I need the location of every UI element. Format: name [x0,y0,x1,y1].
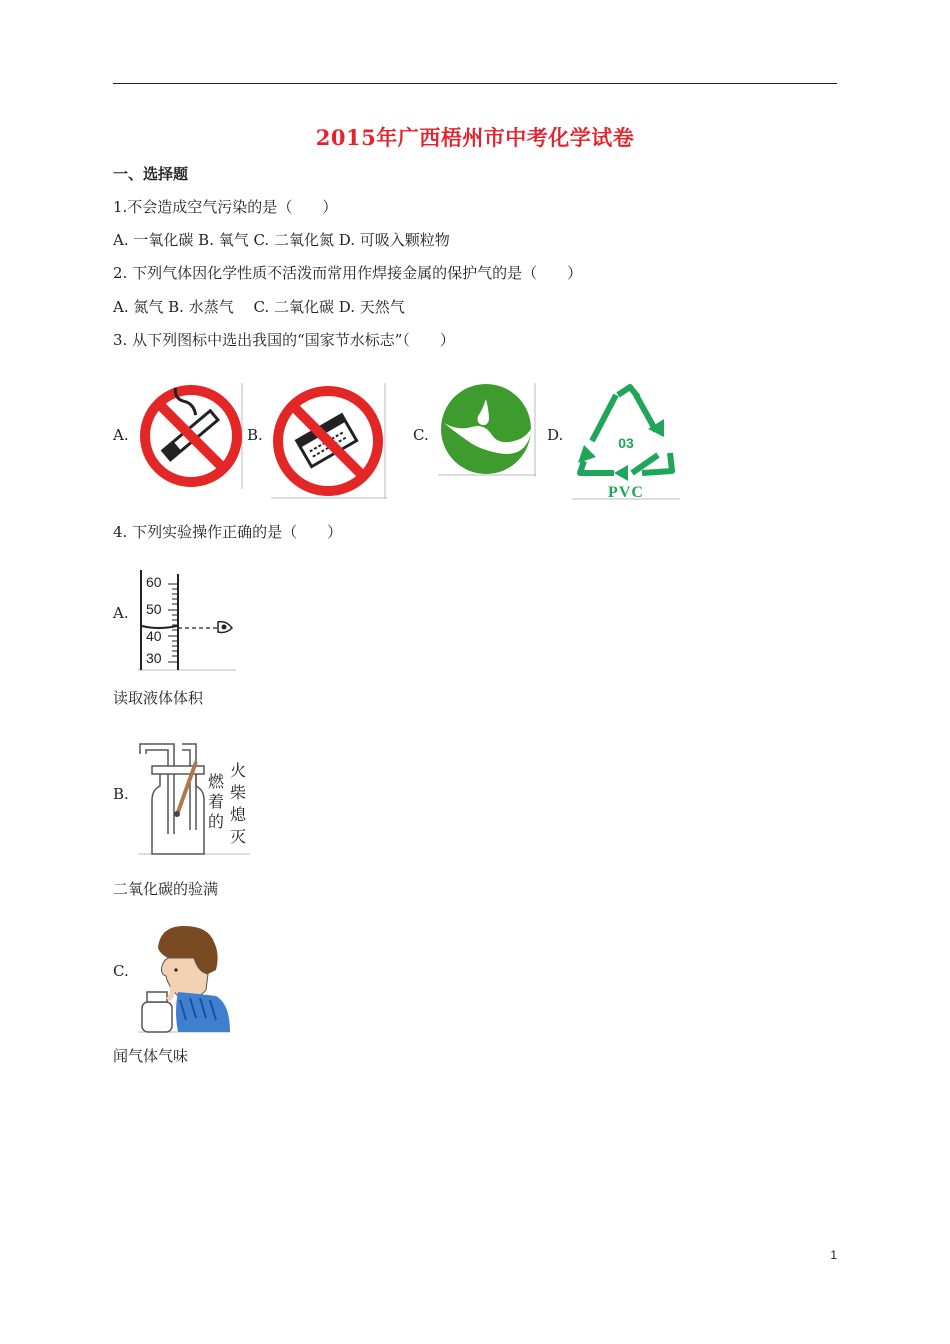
recycle-code: 03 [618,435,634,451]
co2-test-figure [138,742,250,856]
b-text-left: 燃着的 [208,772,225,831]
q2-options: A. 氮气 B. 水蒸气 C. 二氧化碳 D. 天然气 [113,298,405,316]
q3-option-a-label: A. [113,426,129,444]
graduated-cylinder-figure [138,570,236,672]
no-matches-sign [271,383,387,499]
q4-option-a-label: A. [113,604,129,622]
water-saving-sign [438,383,536,477]
section-heading: 一、选择题 [113,165,189,183]
page-number: 1 [830,1248,837,1262]
q4-option-c-caption: 闻气体气味 [113,1047,189,1065]
q3-option-c-label: C. [413,426,429,444]
top-rule [113,83,837,84]
q3-option-b-label: B. [247,426,263,444]
q4-option-b-caption: 二氧化碳的验满 [113,880,219,898]
no-smoking-sign [138,383,244,489]
q3-option-d-label: D. [547,426,564,444]
q1-options: A. 一氧化碳 B. 氧气 C. 二氧化氮 D. 可吸入颗粒物 [113,231,450,249]
recycle-text: PVC [608,484,644,501]
q2-stem: 2. 下列气体因化学性质不活泼而常用作焊接金属的保护气的是（ ） [113,264,583,282]
q4-option-c-label: C. [113,962,129,980]
smelling-gas-figure [138,920,230,1034]
page-title: 2015年广西梧州市中考化学试卷 [315,125,635,150]
tick-label-60: 60 [146,574,162,590]
q3-stem: 3. 从下列图标中选出我国的“国家节水标志”（ ） [113,331,455,349]
b-text-right: 火柴熄灭 [230,761,247,846]
q4-option-b-label: B. [113,785,129,803]
q1-stem: 1.不会造成空气污染的是（ ） [113,198,338,216]
q4-option-a-caption: 读取液体体积 [113,689,204,707]
tick-label-30: 30 [146,650,162,666]
tick-label-50: 50 [146,601,162,617]
tick-label-40: 40 [146,628,162,644]
q4-stem: 4. 下列实验操作正确的是（ ） [113,523,343,541]
